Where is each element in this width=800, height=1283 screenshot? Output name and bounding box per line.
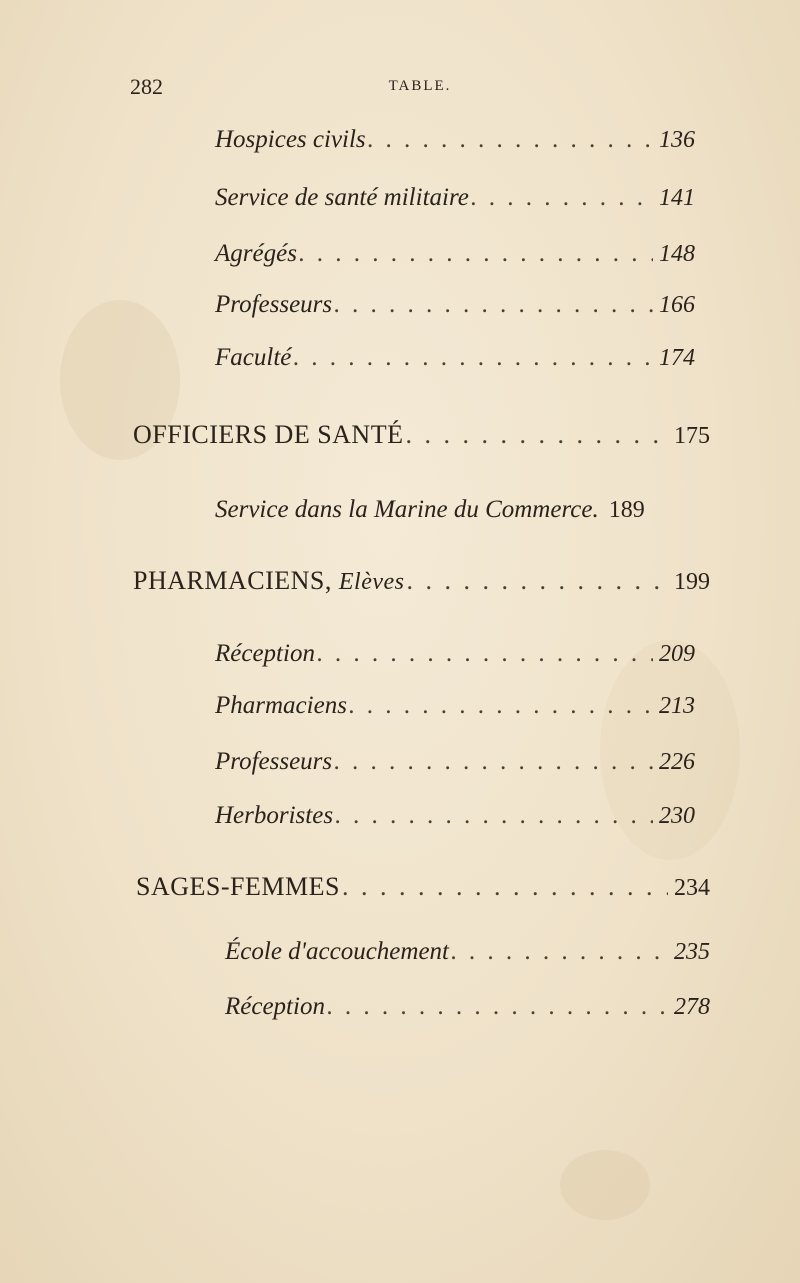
toc-entry bbox=[215, 692, 695, 720]
dot-leader bbox=[342, 872, 668, 902]
toc-entry bbox=[225, 938, 710, 966]
entry-label: Service de santé militaire bbox=[215, 184, 469, 211]
toc-entry bbox=[215, 126, 695, 154]
section-label-suffix: Elèves bbox=[338, 569, 405, 595]
entry-label: Réception bbox=[215, 640, 315, 667]
entry-page: 278 bbox=[674, 994, 710, 1020]
dot-leader bbox=[335, 802, 653, 830]
section-label: OFFICIERS DE SANTÉ bbox=[133, 420, 404, 449]
entry-page: 174 bbox=[659, 345, 695, 371]
entry-label: Herboristes bbox=[215, 802, 334, 829]
dot-leader bbox=[293, 344, 653, 372]
entry-label: Pharmaciens bbox=[215, 692, 347, 719]
entry-page: 148 bbox=[659, 241, 695, 267]
toc-entry bbox=[215, 496, 715, 524]
dot-leader bbox=[334, 291, 653, 319]
toc-entry bbox=[215, 184, 695, 212]
dot-leader bbox=[368, 126, 653, 154]
toc-entry bbox=[215, 344, 695, 372]
page-number: 282 bbox=[130, 74, 163, 99]
running-title: TABLE. bbox=[388, 78, 452, 94]
entry-label: Professeurs bbox=[215, 291, 333, 318]
entry-page: 230 bbox=[659, 803, 695, 829]
section-label-main: PHARMACIENS, bbox=[133, 566, 339, 595]
entry-page: 189 bbox=[608, 497, 645, 523]
entry-label: Hospices civils bbox=[215, 126, 366, 153]
entry-page: 136 bbox=[659, 127, 695, 153]
entry-page: 226 bbox=[659, 749, 695, 775]
toc-section-entry bbox=[136, 872, 710, 902]
toc-entry bbox=[215, 802, 695, 830]
entry-page: 209 bbox=[659, 641, 695, 667]
entry-page: 234 bbox=[674, 875, 710, 901]
entry-label: Service dans la Marine du Commerce. bbox=[215, 496, 599, 523]
section-label: SAGES-FEMMES bbox=[136, 872, 340, 901]
dot-leader bbox=[471, 184, 653, 212]
entry-page: 175 bbox=[674, 423, 710, 449]
toc-entry bbox=[225, 993, 710, 1021]
page-header bbox=[130, 70, 710, 104]
section-label bbox=[133, 566, 405, 596]
entry-label: Faculté bbox=[215, 344, 292, 371]
entry-page: 235 bbox=[674, 939, 710, 965]
dot-leader bbox=[451, 938, 668, 966]
dot-leader bbox=[317, 640, 653, 668]
toc-section-entry bbox=[133, 420, 710, 450]
dot-leader bbox=[405, 420, 668, 450]
dot-leader bbox=[407, 566, 669, 596]
dot-leader bbox=[327, 993, 668, 1021]
entry-page: 199 bbox=[674, 569, 710, 595]
toc-section-entry bbox=[133, 566, 710, 596]
dot-leader bbox=[334, 748, 653, 776]
entry-label: École d'accouchement bbox=[225, 938, 449, 965]
entry-page: 141 bbox=[659, 185, 695, 211]
toc-entry bbox=[215, 640, 695, 668]
toc-entry bbox=[215, 748, 695, 776]
entry-label: Professeurs bbox=[215, 748, 333, 775]
toc-entry bbox=[215, 291, 695, 319]
toc-entry bbox=[215, 240, 695, 268]
entry-label: Réception bbox=[225, 993, 325, 1020]
paper-stain bbox=[560, 1150, 650, 1220]
entry-page: 213 bbox=[659, 693, 695, 719]
entry-label: Agrégés bbox=[215, 240, 297, 267]
entry-page: 166 bbox=[659, 292, 695, 318]
dot-leader bbox=[299, 240, 653, 268]
dot-leader bbox=[349, 692, 653, 720]
